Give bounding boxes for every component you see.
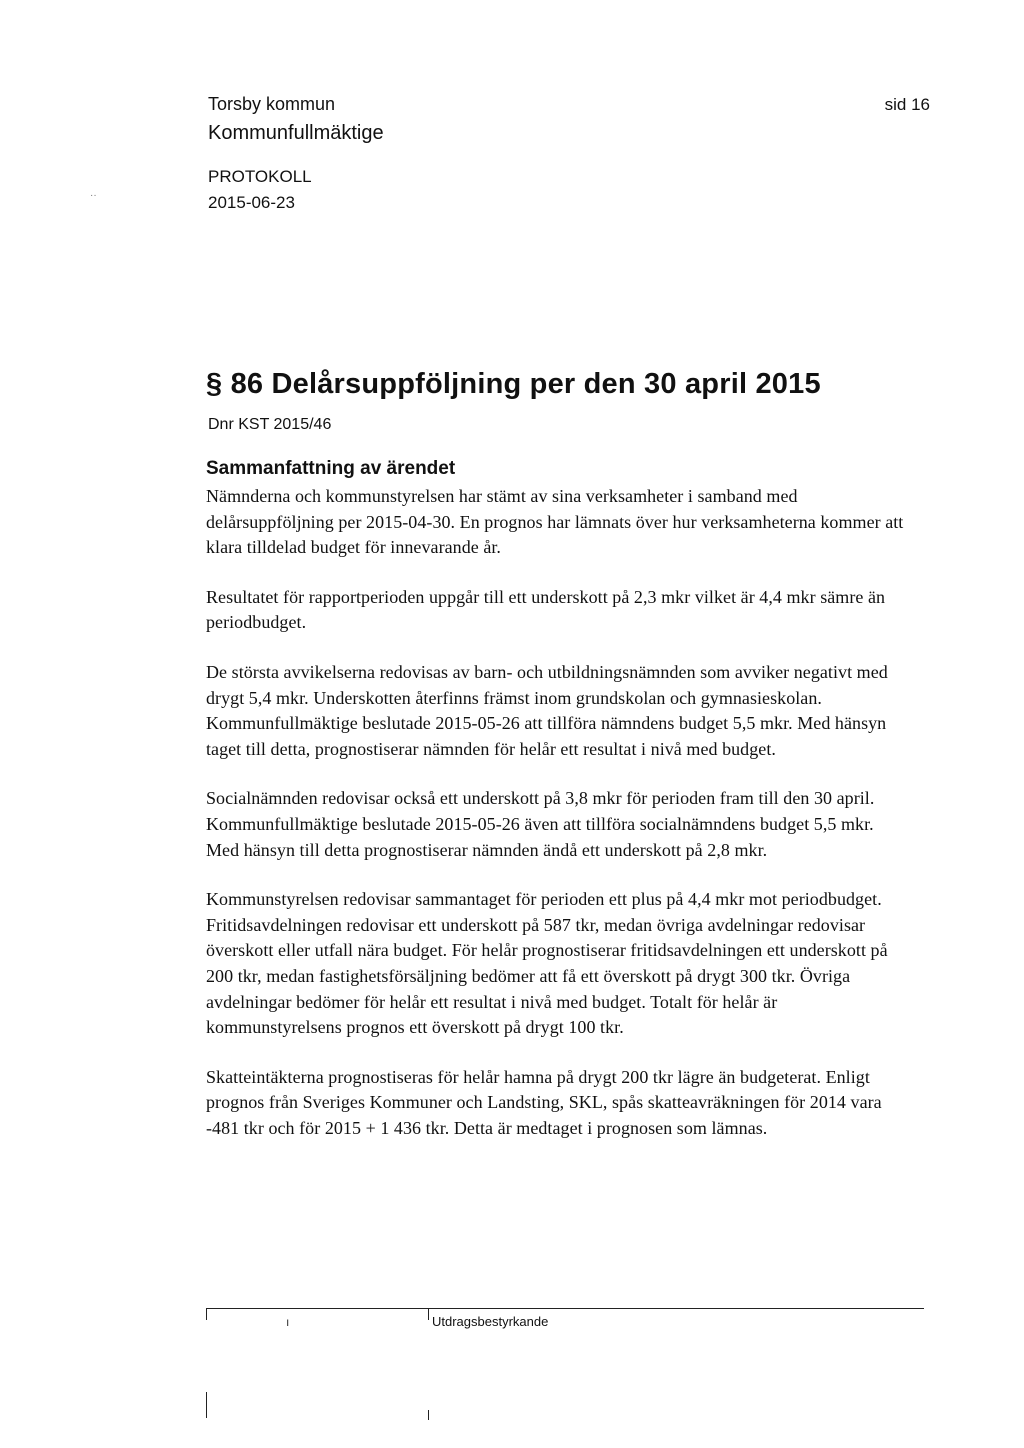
page-number: sid 16 bbox=[884, 95, 930, 114]
paragraph: Nämnderna och kommunstyrelsen har stämt av sina verksamheter i samband med delårsuppföljning per 2015-04-30. En prognos har lämnats över hur verksamheterna kommer att klara tilldelad budget för innevarande år. bbox=[206, 486, 904, 558]
certification-label: Utdragsbestyrkande bbox=[432, 1314, 549, 1329]
governing-body: Kommunfullmäktige bbox=[208, 122, 384, 144]
paragraph: Resultatet för rapportperioden uppgår till ett underskott på 2,3 mkr vilket är 4,4 mkr sämre än periodbudget. bbox=[206, 586, 886, 633]
document-header bbox=[208, 92, 608, 214]
summary-heading: Sammanfattning av ärendet bbox=[206, 458, 456, 479]
footer-tick bbox=[428, 1308, 429, 1320]
footer-rule bbox=[206, 1308, 924, 1309]
footer-tick bbox=[206, 1392, 207, 1418]
paragraph: Skatteintäkterna prognostiseras för helår hamna på drygt 200 tkr lägre än budgeterat. Enligt prognos från Sveriges Kommuner och Landsting, SKL, spås skatteavräkningen för 2014 vara -481 tkr och för 2015 + 1 436 tkr. Detta är medtaget i prognosen som lämnas. bbox=[206, 1066, 882, 1138]
section-heading: § 86 Delårsuppföljning per den 30 april 2015 bbox=[206, 368, 821, 400]
footer-mark: ı bbox=[286, 1315, 290, 1329]
footer-tick bbox=[206, 1308, 207, 1320]
document-type: PROTOKOLL bbox=[208, 167, 312, 186]
paragraph: Kommunstyrelsen redovisar sammantaget för perioden ett plus på 4,4 mkr mot periodbudget. Fritidsavdelningen redovisar ett underskott på 587 tkr, medan övriga avdelningar redovisar överskott eller utfall nära budget. För helår prognostiserar fritidsavdelningen ett underskott på 200 tkr, medan fastighetsförsäljning bedömer att få ett överskott på drygt 300 tkr. Övriga avdelningar bedömer för helår ett resultat i nivå med budget. Totalt för helår är kommunstyrelsens prognos ett överskott på drygt 100 tkr. bbox=[206, 889, 888, 1038]
document-date: 2015-06-23 bbox=[208, 193, 295, 212]
case-number: Dnr KST 2015/46 bbox=[208, 416, 332, 433]
organization-name: Torsby kommun bbox=[208, 94, 336, 114]
paragraph: De största avvikelserna redovisas av barn- och utbildningsnämnden som avviker negativt med drygt 5,4 mkr. Underskotten återfinns främst inom grundskolan och gymnasieskolan. Kommunfullmäktige beslutade 2015-05-26 att tillföra nämndens budget 5,5 mkr. Med hänsyn taget till detta, prognostiserar nämnden för helår ett resultat i nivå med budget. bbox=[206, 661, 888, 759]
footer-tick bbox=[428, 1410, 429, 1420]
scan-speck: ·· bbox=[90, 190, 97, 201]
section-body bbox=[206, 364, 906, 1141]
paragraph: Socialnämnden redovisar också ett underskott på 3,8 mkr för perioden fram till den 30 april. Kommunfullmäktige beslutade 2015-05-26 även att tillföra socialnämndens budget 5,5 mkr. Med hänsyn till detta prognostiserar nämnden ändå ett underskott på 2,8 mkr. bbox=[206, 788, 875, 860]
